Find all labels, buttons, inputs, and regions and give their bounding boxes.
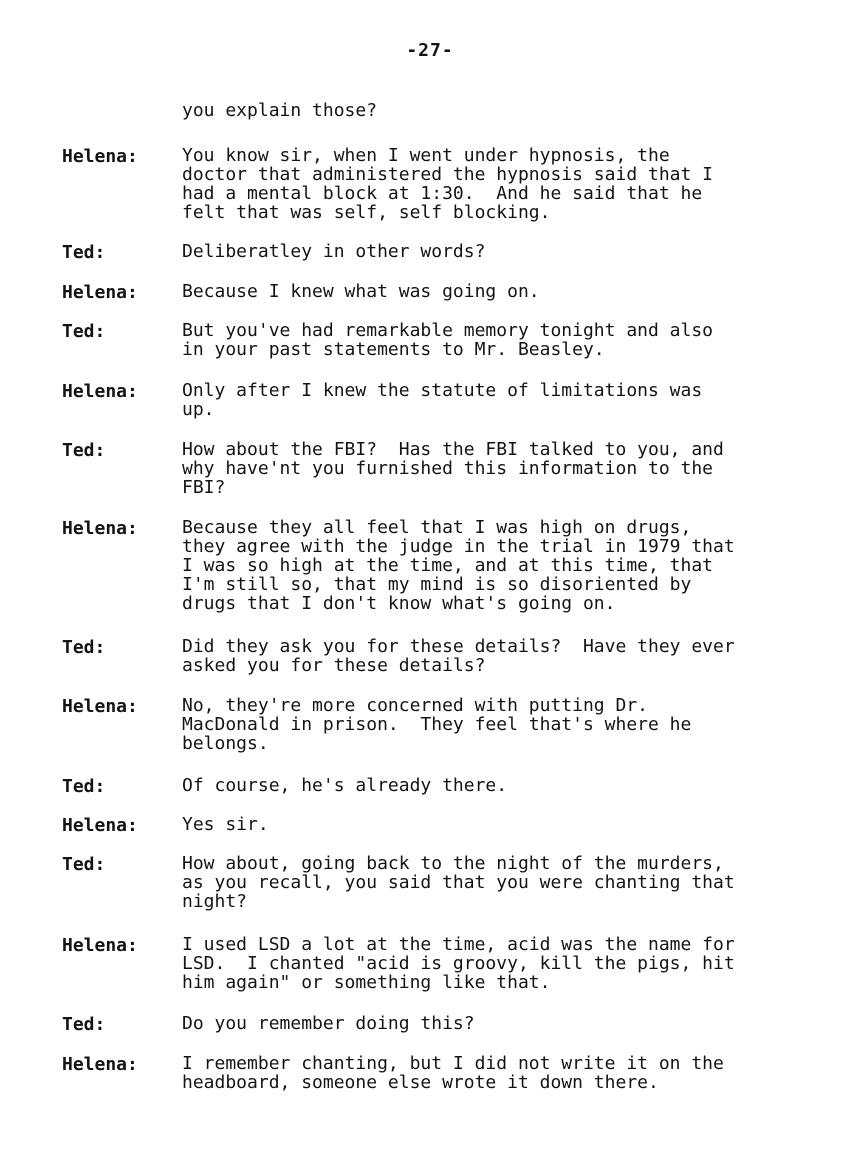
speech-text: No, they're more concerned with putting Dr. MacDonald in prison. They feel that's where he belongs. bbox=[182, 695, 692, 754]
speaker-label: Ted: bbox=[62, 776, 106, 797]
speech-text: Did they ask you for these details? Have they ever asked you for these details? bbox=[182, 636, 735, 676]
speech-text: I used LSD a lot at the time, acid was the name for LSD. I chanted "acid is groovy, kill the pigs, hit him again" or something like that. bbox=[182, 934, 735, 993]
speech-text: Only after I knew the statute of limitations was up. bbox=[182, 380, 703, 420]
speech-text: Because they all feel that I was high on drugs, they agree with the judge in the trial in 1979 that I was so high at the time, and at this time, that I'm still so, that my mind is so disoriented by drugs that I don't know what's going on. bbox=[182, 517, 735, 614]
speaker-label: Helena: bbox=[62, 381, 138, 402]
speaker-label: Ted: bbox=[62, 1014, 106, 1035]
speaker-label: Helena: bbox=[62, 146, 138, 167]
speech-text: Of course, he's already there. bbox=[182, 775, 508, 796]
speaker-label: Helena: bbox=[62, 935, 138, 956]
speech-text: How about, going back to the night of the murders, as you recall, you said that you were chanting that night? bbox=[182, 853, 735, 912]
speaker-label: Helena: bbox=[62, 696, 138, 717]
speech-text: How about the FBI? Has the FBI talked to you, and why have'nt you furnished this information to the FBI? bbox=[182, 439, 724, 498]
speaker-label: Ted: bbox=[62, 440, 106, 461]
speaker-label: Ted: bbox=[62, 854, 106, 875]
speech-text: Because I knew what was going on. bbox=[182, 281, 540, 302]
speech-text: Deliberatley in other words? bbox=[182, 241, 486, 262]
speaker-label: Helena: bbox=[62, 1054, 138, 1075]
continuation-text: you explain those? bbox=[182, 100, 378, 121]
speech-text: I remember chanting, but I did not write it on the headboard, someone else wrote it down there. bbox=[182, 1053, 724, 1093]
speech-text: You know sir, when I went under hypnosis, the doctor that administered the hypnosis said that I had a mental block at 1:30. And he said that he felt that was self, self blocking. bbox=[182, 145, 714, 223]
speaker-label: Helena: bbox=[62, 282, 138, 303]
speaker-label: Helena: bbox=[62, 815, 138, 836]
page-number: -27- bbox=[406, 40, 454, 61]
speaker-label: Ted: bbox=[62, 321, 106, 342]
speech-text: Do you remember doing this? bbox=[182, 1013, 475, 1034]
speaker-label: Ted: bbox=[62, 242, 106, 263]
speaker-label: Helena: bbox=[62, 518, 138, 539]
speaker-label: Ted: bbox=[62, 637, 106, 658]
speech-text: Yes sir. bbox=[182, 814, 269, 835]
speech-text: But you've had remarkable memory tonight and also in your past statements to Mr. Beasley. bbox=[182, 320, 714, 360]
